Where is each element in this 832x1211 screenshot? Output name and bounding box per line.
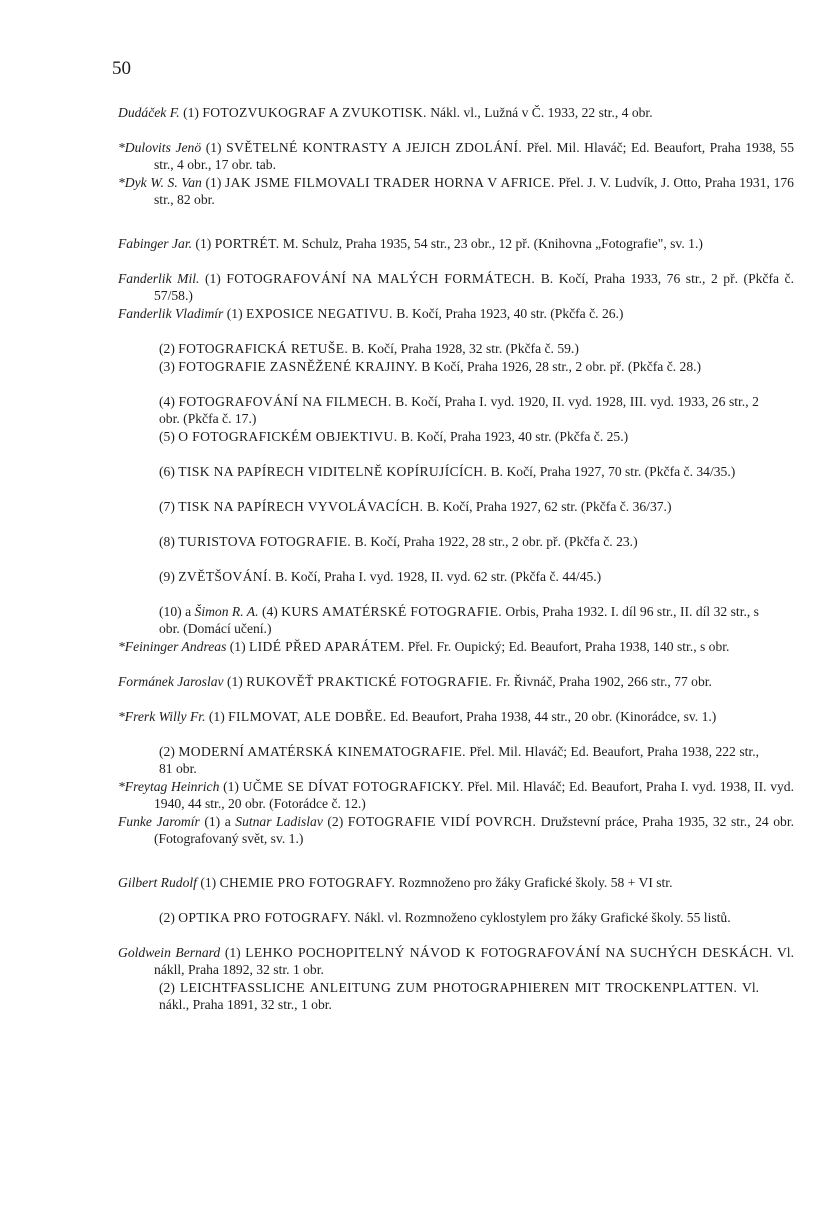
bibliography-entry [118, 813, 794, 848]
entry-details: B. Kočí, Praha I. vyd. 1920, II. vyd. 1928, III. vyd. 1933, 26 str., 2 obr. (Pkčfa č. 17.) [159, 394, 759, 427]
bibliography-subentry [159, 428, 759, 445]
entry-details: Přel. J. V. Ludvík, J. Otto, Praha 1931, 176 str., 82 obr. [154, 175, 794, 208]
entry-title: FILMOVAT, ALE DOBŘE. [228, 709, 387, 724]
entry-details: Přel. Mil. Hlaváč; Ed. Beaufort, Praha 1938, 55 str., 4 obr., 17 obr. tab. [154, 140, 794, 173]
bibliography-entry [118, 104, 794, 121]
entry-title: PORTRÉT. [214, 236, 280, 251]
entry-number: (4) [159, 394, 175, 409]
entry-details: Ed. Beaufort, Praha 1938, 44 str., 20 obr. (Kinorádce, sv. 1.) [389, 709, 717, 724]
entry-author: Formánek Jaroslav [118, 674, 224, 689]
entry-coauthor: Sutnar Ladislav [235, 814, 323, 829]
entry-details: B Kočí, Praha 1926, 28 str., 2 obr. př. (Pkčfa č. 28.) [421, 359, 702, 374]
bibliography-subentry [159, 533, 759, 550]
entry-details: Vl. nákl., Praha 1891, 32 str., 1 obr. [159, 980, 759, 1013]
entry-title: FOTOGRAFIE VIDÍ POVRCH. [347, 814, 537, 829]
entry-number: (1) [183, 105, 199, 120]
entry-author: Goldwein Bernard [118, 945, 221, 960]
bibliography-subentry [159, 358, 759, 375]
entry-details: B. Kočí, Praha 1928, 32 str. (Pkčfa č. 59.) [351, 341, 579, 356]
entry-details: Přel. Fr. Oupický; Ed. Beaufort, Praha 1938, 140 str., s obr. [407, 639, 730, 654]
entry-number: (2) [159, 910, 175, 925]
bibliography-subentry [159, 909, 759, 926]
entry-author: Fanderlik Mil. [118, 271, 200, 286]
entry-author: Funke Jaromír [118, 814, 200, 829]
entry-number: (4) [261, 604, 278, 619]
entry-title: OPTIKA PRO FOTOGRAFY. [178, 910, 351, 925]
entry-author: *Frerk Willy Fr. [118, 709, 206, 724]
entry-title: MODERNÍ AMATÉRSKÁ KINEMATOGRAFIE. [178, 744, 466, 759]
entry-author: *Dyk W. S. Van [118, 175, 202, 190]
entry-details: M. Schulz, Praha 1935, 54 str., 23 obr., 12 př. (Knihovna „Fotografie", sv. 1.) [282, 236, 703, 251]
entry-title: SVĚTELNÉ KONTRASTY A JEJICH ZDOLÁNÍ. [226, 140, 523, 155]
entry-title: RUKOVĚŤ PRAKTICKÉ FOTOGRAFIE. [246, 674, 493, 689]
entry-author: Dudáček F. [118, 105, 180, 120]
entry-number: (1) [223, 779, 239, 794]
bibliography-subentry [159, 603, 759, 638]
entry-number: (7) [159, 499, 175, 514]
bibliography-entry [118, 708, 794, 725]
bibliography-entry [118, 944, 794, 979]
bibliography-entry [118, 874, 794, 891]
entry-number: (3) [159, 359, 175, 374]
entry-number: (8) [159, 534, 175, 549]
entry-number: (2) [159, 980, 175, 995]
entry-title: JAK JSME FILMOVALI TRADER HORNA V AFRICE. [225, 175, 555, 190]
entry-title: EXPOSICE NEGATIVU. [246, 306, 393, 321]
bibliography-entry [118, 638, 794, 655]
entry-title: LIDÉ PŘED APARÁTEM. [249, 639, 405, 654]
entry-number: (1) [229, 639, 246, 654]
bibliography-subentry [159, 568, 759, 585]
entry-number: (1) [226, 306, 243, 321]
entry-number: (1) [200, 875, 217, 890]
entry-details: Vl. nákll, Praha 1892, 32 str. 1 obr. [154, 945, 794, 978]
page-number: 50 [112, 58, 131, 79]
entry-title: KURS AMATÉRSKÉ FOTOGRAFIE. [281, 604, 502, 619]
entry-title: FOTOGRAFOVÁNÍ NA MALÝCH FORMÁTECH. [226, 271, 536, 286]
entry-details: Nákl. vl. Rozmnoženo cyklostylem pro žáky Grafické školy. 55 listů. [354, 910, 731, 925]
entry-number: (5) [159, 429, 175, 444]
entry-number: (10) a [159, 604, 192, 619]
bibliography-entry [118, 270, 794, 305]
entry-details: Orbis, Praha 1932. I. díl 96 str., II. díl 32 str., s obr. (Domácí učení.) [159, 604, 759, 637]
bibliography-entry [118, 778, 794, 813]
bibliography-entry [118, 235, 794, 252]
bibliography-subentry [159, 393, 759, 428]
entry-details: Přel. Mil. Hlaváč; Ed. Beaufort, Praha 1938, 222 str., 81 obr. [159, 744, 759, 777]
entry-details: B. Kočí, Praha 1933, 76 str., 2 př. (Pkčfa č. 57/58.) [154, 271, 794, 304]
entry-title: LEICHTFASSLICHE ANLEITUNG ZUM PHOTOGRAPHIEREN MIT TROCKENPLATTEN. [179, 980, 738, 995]
entry-author: Gilbert Rudolf [118, 875, 197, 890]
entry-details: Družstevní práce, Praha 1935, 32 str., 24 obr. (Fotografovaný svět, sv. 1.) [154, 814, 794, 847]
entry-number: (1) [205, 175, 222, 190]
bibliography-entry [118, 174, 794, 209]
entry-author: Fabinger Jar. [118, 236, 193, 251]
entry-number: (1) [195, 236, 212, 251]
entry-number: (1) [224, 945, 241, 960]
entry-coauthor: Šimon R. A. [194, 604, 259, 619]
bibliography-entry [118, 139, 794, 174]
entry-author: *Dulovits Jenö [118, 140, 202, 155]
entry-details: B. Kočí, Praha 1923, 40 str. (Pkčfa č. 26.) [396, 306, 624, 321]
entry-number: (2) [327, 814, 344, 829]
bibliography-subentry [159, 743, 759, 778]
entry-number: (2) [159, 744, 175, 759]
entry-title: TURISTOVA FOTOGRAFIE. [178, 534, 352, 549]
entry-title: FOTOGRAFOVÁNÍ NA FILMECH. [178, 394, 392, 409]
entry-number: (1) [205, 140, 222, 155]
entry-number: (9) [159, 569, 175, 584]
entry-title: LEHKO POCHOPITELNÝ NÁVOD K FOTOGRAFOVÁNÍ NA SUCHÝCH DESKÁCH. [245, 945, 773, 960]
entry-number: (1) [204, 271, 221, 286]
entry-details: B. Kočí, Praha 1922, 28 str., 2 obr. př. (Pkčfa č. 23.) [354, 534, 638, 549]
entry-number: (1) a [204, 814, 231, 829]
entry-title: FOTOGRAFIE ZASNĚŽENÉ KRAJINY. [178, 359, 418, 374]
entry-title: TISK NA PAPÍRECH VYVOLÁVACÍCH. [178, 499, 424, 514]
entry-number: (1) [208, 709, 225, 724]
entry-number: (6) [159, 464, 175, 479]
entry-author: *Freytag Heinrich [118, 779, 220, 794]
entry-details: B. Kočí, Praha 1927, 70 str. (Pkčfa č. 34/35.) [490, 464, 736, 479]
entry-author: Fanderlik Vladimír [118, 306, 224, 321]
entry-details: B. Kočí, Praha I. vyd. 1928, II. vyd. 62 str. (Pkčfa č. 44/45.) [275, 569, 602, 584]
entry-number: (1) [226, 674, 243, 689]
bibliography-subentry [159, 340, 759, 357]
entry-title: TISK NA PAPÍRECH VIDITELNĚ KOPÍRUJÍCÍCH. [178, 464, 488, 479]
bibliography-entry [118, 305, 794, 322]
entry-title: FOTOZVUKOGRAF A ZVUKOTISK. [202, 105, 427, 120]
entry-details: B. Kočí, Praha 1927, 62 str. (Pkčfa č. 36/37.) [426, 499, 672, 514]
bibliography-subentry [159, 498, 759, 515]
entry-title: UČME SE DÍVAT FOTOGRAFICKY. [242, 779, 464, 794]
bibliography-subentry [159, 979, 759, 1014]
entry-title: O FOTOGRAFICKÉM OBJEKTIVU. [178, 429, 398, 444]
entry-title: FOTOGRAFICKÁ RETUŠE. [178, 341, 349, 356]
entry-details: B. Kočí, Praha 1923, 40 str. (Pkčfa č. 25.) [400, 429, 629, 444]
bibliography-entry [118, 673, 794, 690]
bibliography-subentry [159, 463, 759, 480]
entry-details: Rozmnoženo pro žáky Grafické školy. 58 + VI str. [398, 875, 673, 890]
entry-author: *Feininger Andreas [118, 639, 227, 654]
entry-title: CHEMIE PRO FOTOGRAFY. [219, 875, 396, 890]
entry-title: ZVĚTŠOVÁNÍ. [178, 569, 272, 584]
entry-details: Fr. Řivnáč, Praha 1902, 266 str., 77 obr. [495, 674, 712, 689]
entry-details: Nákl. vl., Lužná v Č. 1933, 22 str., 4 obr. [430, 105, 653, 120]
entry-number: (2) [159, 341, 175, 356]
entry-details: Přel. Mil. Hlaváč; Ed. Beaufort, Praha I. vyd. 1938, II. vyd. 1940, 44 str., 20 obr. (Fotorádce č. 12.) [154, 779, 794, 812]
